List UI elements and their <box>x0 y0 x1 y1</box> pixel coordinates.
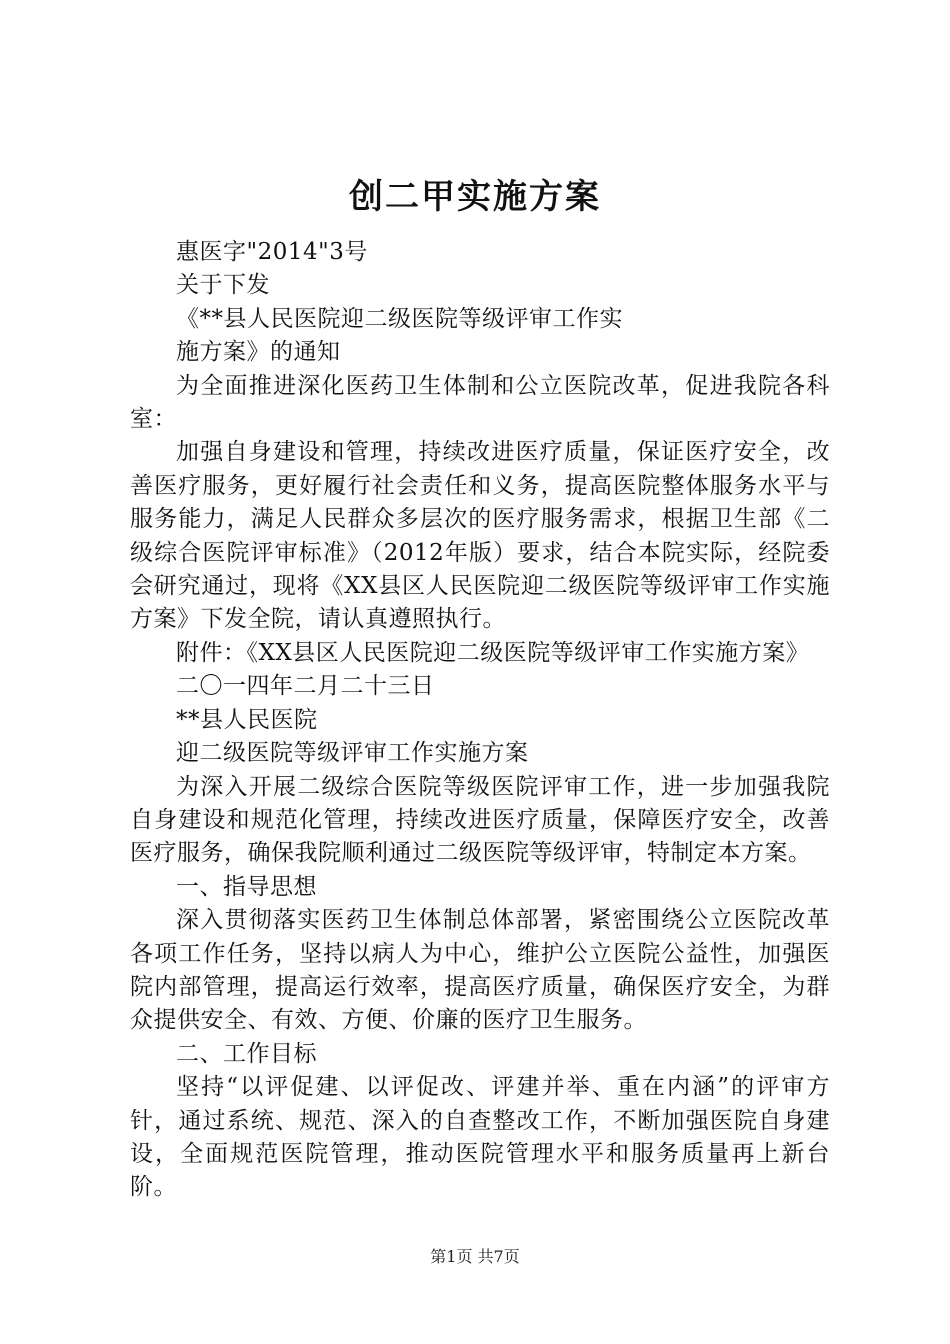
section-heading-work-goals: 二、工作目标 <box>176 1040 317 1067</box>
issuer-name: **县人民医院 <box>176 706 318 733</box>
document-number: 惠医字"2014"3号 <box>176 239 368 265</box>
attachment-line: 附件：《XX县区人民医院迎二级医院等级评审工作实施方案》 <box>176 639 810 666</box>
document-title: 创二甲实施方案 <box>349 177 601 217</box>
plan-title: 迎二级医院等级评审工作实施方案 <box>176 740 529 767</box>
page-footer: 第1页 共7页 <box>430 1247 520 1266</box>
notice-body-paragraph: 加强自身建设和管理，持续改进医疗质量，保证医疗安全，改善医疗服务，更好履行社会责任和义务，提高医院整体服务水平与服务能力，满足人民群众多层次的医疗服务需求，根据卫生部《二级综合医院评审标准》（2012年版）要求，结合本院实际，经院委会研究通过，现将《XX县区人民医院迎二级医院等级评审工作实施方案》下发全院，请认真遵照执行。 <box>130 439 830 633</box>
section-heading-guiding-ideology: 一、指导思想 <box>176 873 317 900</box>
notice-heading-line-2: 《**县人民医院迎二级医院等级评审工作实 <box>176 305 623 332</box>
notice-heading-line-1: 关于下发 <box>176 272 270 299</box>
notice-addressee: 为全面推进深化医药卫生体制和公立医院改革，促进我院各科室： <box>130 372 830 433</box>
work-goals-paragraph: 坚持“以评促建、以评促改、评建并举、重在内涵”的评审方针，通过系统、规范、深入的自查整改工作，不断加强医院自身建设，全面规范医院管理，推动医院管理水平和服务质量再上新台阶。 <box>130 1074 830 1201</box>
guiding-ideology-paragraph: 深入贯彻落实医药卫生体制总体部署，紧密围绕公立医院改革各项工作任务，坚持以病人为中心，维护公立医院公益性，加强医院内部管理，提高运行效率，提高医疗质量，确保医疗安全，为群众提供安全、有效、方便、价廉的医疗卫生服务。 <box>130 907 830 1034</box>
document-body <box>130 236 830 1205</box>
notice-heading-line-3: 施方案》的通知 <box>176 339 341 366</box>
issue-date: 二〇一四年二月二十三日 <box>176 673 435 700</box>
plan-intro-paragraph: 为深入开展二级综合医院等级医院评审工作，进一步加强我院自身建设和规范化管理，持续改进医疗质量，保障医疗安全，改善医疗服务，确保我院顺利通过二级医院等级评审，特制定本方案。 <box>130 773 830 867</box>
